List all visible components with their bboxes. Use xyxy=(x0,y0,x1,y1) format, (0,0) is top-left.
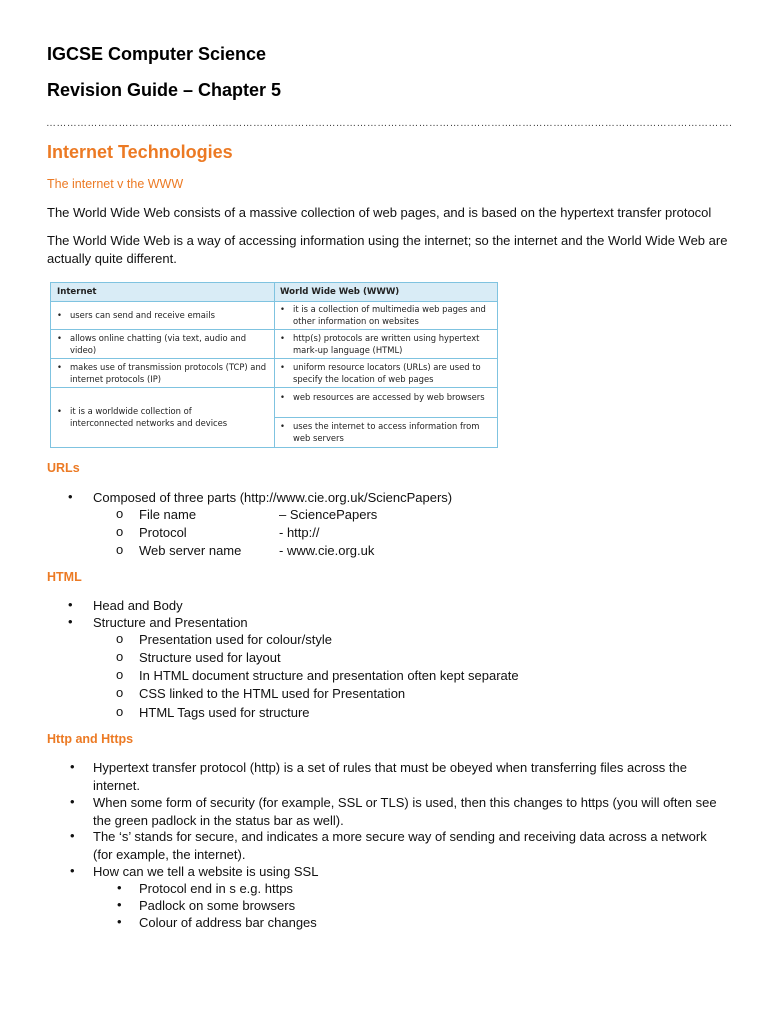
bullet-icon: • xyxy=(70,828,75,843)
urls-heading: URLs xyxy=(47,461,80,475)
list-item: The ‘s’ stands for secure, and indicates a more secure way of sending and receiving data across a network (for example, the internet). xyxy=(93,829,707,862)
list-item: Composed of three parts (http://www.cie.org.uk/SciencPapers) xyxy=(93,490,453,505)
sub-list-item: Colour of address bar changes xyxy=(139,915,317,930)
url-part-label: Protocol xyxy=(139,525,187,540)
table-cell-www: • web resources are accessed by web browsers xyxy=(280,392,485,402)
bullet-icon: • xyxy=(68,489,73,504)
bullet-icon: • xyxy=(280,304,285,314)
table-rule xyxy=(51,387,274,388)
bullet-icon: • xyxy=(70,759,75,774)
paragraph-www-definition: The World Wide Web consists of a massive collection of web pages, and is based on the hypertext transfer protocol xyxy=(47,205,712,220)
sub-list-item: Structure used for layout xyxy=(139,650,281,665)
sub-list-item: In HTML document structure and presentation often kept separate xyxy=(139,668,519,683)
subsection-heading-internet-vs-www: The internet v the WWW xyxy=(47,177,184,191)
sub-list-item: HTML Tags used for structure xyxy=(139,705,310,720)
bullet-icon: • xyxy=(117,897,122,912)
bullet-icon: • xyxy=(68,597,73,612)
table-rule xyxy=(275,358,497,359)
list-item: Head and Body xyxy=(93,598,183,613)
dotted-divider: ………………………………………………………………………………………………………………………………………………………………………………. xyxy=(46,118,733,129)
table-cell-www: • uses the internet to access information from web servers xyxy=(280,421,480,443)
table-cell-internet: • makes use of transmission protocols (TCP) and internet protocols (IP) xyxy=(57,362,267,384)
bullet-icon: • xyxy=(280,421,285,431)
bullet-icon: • xyxy=(280,392,285,402)
sub-list-item: Presentation used for colour/style xyxy=(139,632,332,647)
table-cell-internet: • allows online chatting (via text, audio and video) xyxy=(57,333,247,355)
bullet-icon: • xyxy=(57,333,62,343)
sub-bullet-icon: o xyxy=(116,667,124,682)
sub-list-item: Padlock on some browsers xyxy=(139,898,296,913)
bullet-icon: • xyxy=(70,863,75,878)
sub-bullet-icon: o xyxy=(116,524,124,539)
bullet-icon: • xyxy=(280,362,285,372)
bullet-icon: • xyxy=(57,310,62,320)
sub-list-item: Protocol end in s e.g. https xyxy=(139,881,293,896)
table-cell-www: • http(s) protocols are written using hypertext mark-up language (HTML) xyxy=(280,333,480,355)
sub-bullet-icon: o xyxy=(116,649,124,664)
sub-list-item: CSS linked to the HTML used for Presentation xyxy=(139,686,406,701)
url-part-value: - www.cie.org.uk xyxy=(279,543,375,558)
http-heading: Http and Https xyxy=(47,732,134,746)
table-divider xyxy=(274,283,275,447)
url-part-label: Web server name xyxy=(139,543,242,558)
table-rule xyxy=(51,358,274,359)
bullet-icon: • xyxy=(57,362,62,372)
bullet-icon: • xyxy=(117,880,122,895)
sub-bullet-icon: o xyxy=(116,542,124,557)
bullet-icon: • xyxy=(68,614,73,629)
document-subtitle: Revision Guide – Chapter 5 xyxy=(47,80,282,100)
list-item: Hypertext transfer protocol (http) is a set of rules that must be obeyed when transferring files across the internet. xyxy=(93,760,687,793)
table-cell-www: • uniform resource locators (URLs) are used to specify the location of web pages xyxy=(280,362,481,384)
table-rule xyxy=(51,329,274,330)
table-header-www: World Wide Web (WWW) xyxy=(280,287,400,297)
document-title: IGCSE Computer Science xyxy=(47,44,267,64)
bullet-icon: • xyxy=(57,406,62,416)
url-part-value: – SciencePapers xyxy=(279,507,378,522)
sub-bullet-icon: o xyxy=(116,685,124,700)
table-cell-internet: • it is a worldwide collection of interconnected networks and devices xyxy=(57,406,228,428)
table-rule xyxy=(275,387,497,388)
list-item: Structure and Presentation xyxy=(93,615,248,630)
table-cell-internet: • users can send and receive emails xyxy=(57,310,215,320)
sub-bullet-icon: o xyxy=(116,704,124,719)
table-rule xyxy=(275,329,497,330)
comparison-table xyxy=(50,282,498,448)
paragraph-www-vs-internet: The World Wide Web is a way of accessing information using the internet; so the internet and the World Wide Web are actually quite different. xyxy=(47,233,728,266)
url-part-value: - http:// xyxy=(279,525,320,540)
url-part-label: File name xyxy=(139,507,197,522)
table-rule xyxy=(275,417,497,418)
list-item: When some form of security (for example, SSL or TLS) is used, then this changes to https (you will often see the green padlock in the status bar as well). xyxy=(93,795,717,828)
section-title: Internet Technologies xyxy=(47,142,233,162)
list-item: How can we tell a website is using SSL xyxy=(93,864,319,879)
bullet-icon: • xyxy=(280,333,285,343)
table-cell-www: • it is a collection of multimedia web pages and other information on websites xyxy=(280,304,486,326)
bullet-icon: • xyxy=(70,794,75,809)
sub-bullet-icon: o xyxy=(116,506,124,521)
sub-bullet-icon: o xyxy=(116,631,124,646)
bullet-icon: • xyxy=(117,914,122,929)
html-heading: HTML xyxy=(47,570,82,584)
table-header-internet: Internet xyxy=(57,287,97,297)
